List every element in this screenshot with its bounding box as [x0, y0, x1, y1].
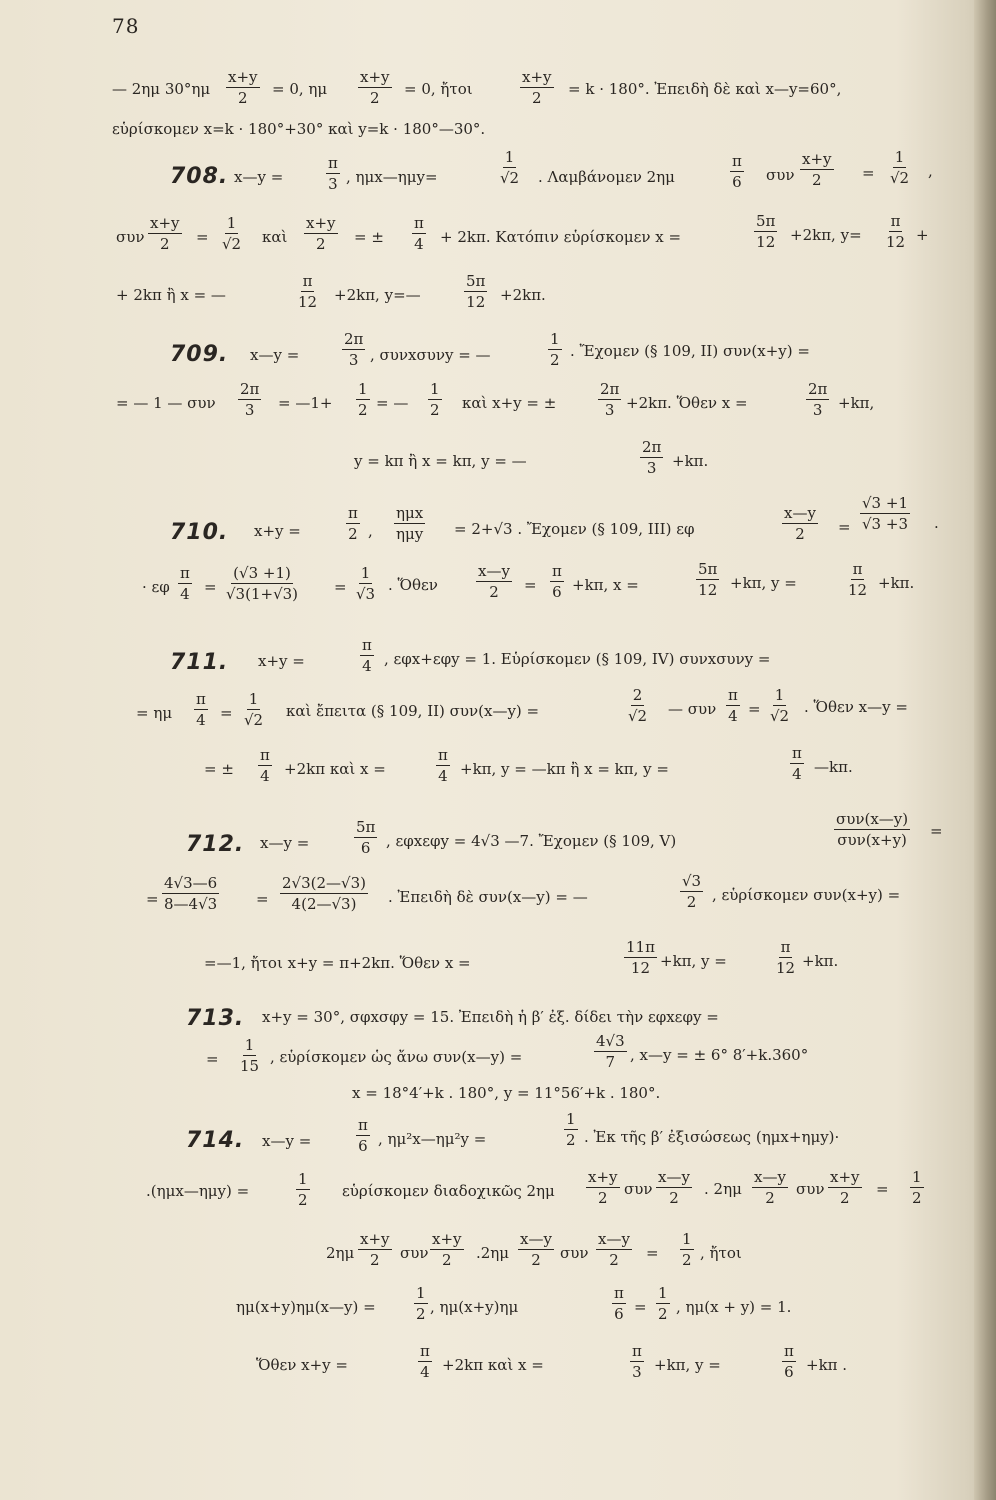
fraction: 1 2	[658, 1284, 668, 1323]
fraction: 1 2	[566, 1110, 576, 1149]
fraction: x—y 2	[598, 1230, 630, 1269]
text-segment: = —	[376, 394, 409, 412]
text-segment: , ημ²x—ημ²y =	[378, 1130, 487, 1148]
fraction: 5π 12	[756, 212, 776, 251]
text-segment: Ὅθεν x+y =	[256, 1356, 348, 1374]
fraction: x+y 2	[360, 68, 390, 107]
text-segment: , συνxσυνy = —	[370, 346, 491, 364]
text-segment: x+y = 30°, σφxσφy = 15. Ἐπειδὴ ἡ β′ ἐξ. δίδει τὴν εφxεφy =	[262, 1008, 719, 1026]
text-segment: .(ημx—ημy) =	[146, 1182, 250, 1200]
text-segment: συν	[796, 1180, 825, 1198]
text-segment: , ημ(x + y) = 1.	[676, 1298, 792, 1316]
text-segment: =	[646, 1244, 659, 1262]
fraction: x+y 2	[802, 150, 832, 189]
text-segment: , ημx—ημy=	[346, 168, 438, 186]
text-segment: . Ὅθεν x—y =	[804, 698, 908, 716]
fraction: x+y 2	[150, 214, 180, 253]
fraction: 1 15	[240, 1036, 260, 1075]
text-segment: x+y =	[254, 522, 301, 540]
text-segment: =	[196, 228, 209, 246]
text-segment: =	[206, 1050, 219, 1068]
fraction: π 6	[614, 1284, 624, 1323]
text-segment: . 2ημ	[704, 1180, 742, 1198]
text-segment: ,	[368, 522, 373, 540]
text-segment: , εὑρίσκομεν συν(x+y) =	[712, 886, 901, 904]
text-segment: συν	[624, 1180, 653, 1198]
fraction: π 6	[552, 562, 562, 601]
text-segment: = ±	[354, 228, 384, 246]
text-segment: · εφ	[142, 578, 170, 596]
text-segment: y = kπ ἢ x = kπ, y = —	[354, 452, 527, 470]
fraction: x—y 2	[658, 1168, 690, 1207]
text-segment: + 2kπ ἢ x = —	[116, 286, 226, 304]
text-segment: , ἤτοι	[700, 1244, 742, 1262]
text-segment: , εφxεφy = 4√3 —7. Ἔχομεν (§ 109, V)	[386, 832, 677, 850]
text-segment: x—y =	[260, 834, 310, 852]
fraction: π 4	[728, 686, 738, 725]
text-segment: +kπ .	[806, 1356, 848, 1374]
text-segment: συν	[766, 166, 795, 184]
fraction: 2π 3	[642, 438, 662, 477]
text-segment: +kπ.	[878, 574, 915, 592]
text-segment: = ημ	[136, 704, 173, 722]
fraction: π 4	[180, 564, 190, 603]
fraction: 1 2	[358, 380, 368, 419]
text-segment: , εφx+εφy = 1. Εὑρίσκομεν (§ 109, IV) συνxσυνy =	[384, 650, 771, 668]
fraction: π 6	[784, 1342, 794, 1381]
text-segment: καὶ	[262, 228, 288, 246]
fraction: 2π 3	[600, 380, 620, 419]
fraction: π 4	[792, 744, 802, 783]
fraction: π 12	[848, 560, 868, 599]
text-segment: ημ(x+y)ημ(x—y) =	[236, 1298, 376, 1316]
text-segment: , ημ(x+y)ημ	[430, 1298, 519, 1316]
problem-number: 710.	[170, 520, 229, 545]
problem-number: 712.	[186, 832, 245, 857]
text-segment: x+y =	[258, 652, 305, 670]
fraction: x+y 2	[360, 1230, 390, 1269]
text-segment: =	[524, 576, 537, 594]
fraction: x+y 2	[228, 68, 258, 107]
fraction: 4√3—6 8—4√3	[164, 874, 218, 913]
text-segment: +2kπ καὶ x =	[284, 760, 386, 778]
text-segment: =	[862, 164, 875, 182]
text-segment: x—y =	[250, 346, 300, 364]
text-segment: —kπ.	[814, 758, 853, 776]
text-segment: =	[930, 822, 943, 840]
fraction: 4√3 7	[596, 1032, 625, 1071]
text-segment: =	[220, 704, 233, 722]
fraction: π 6	[732, 152, 742, 191]
fraction: π 12	[298, 272, 318, 311]
text-segment: καὶ ἔπειτα (§ 109, II) συν(x—y) =	[286, 702, 540, 720]
text-segment: +kπ, y =	[654, 1356, 721, 1374]
problem-number: 708.	[170, 164, 229, 189]
fraction: x—y 2	[520, 1230, 552, 1269]
text-segment: +2kπ καὶ x =	[442, 1356, 544, 1374]
fraction: 1 √2	[890, 148, 910, 187]
text-segment: =—1, ἤτοι x+y = π+2kπ. Ὅθεν x =	[204, 954, 471, 972]
text-segment: + 2kπ. Κατόπιν εὑρίσκομεν x =	[440, 228, 682, 246]
text-segment: =	[634, 1298, 647, 1316]
text-segment: συν	[116, 228, 145, 246]
text-segment: . Λαμβάνομεν 2ημ	[538, 168, 675, 186]
text-segment: +kπ,	[838, 394, 875, 412]
text-segment: . Ἐκ τῆς β′ ἐξισώσεως (ημx+ημy)·	[584, 1128, 840, 1146]
fraction: x+y 2	[588, 1168, 618, 1207]
fraction: x+y 2	[522, 68, 552, 107]
fraction: 5π 12	[466, 272, 486, 311]
text-segment: +2kπ, y=	[790, 226, 862, 244]
fraction: π 4	[362, 636, 372, 675]
problem-number: 709.	[170, 342, 229, 367]
fraction: 11π 12	[626, 938, 655, 977]
fraction: 2π 3	[808, 380, 828, 419]
fraction: συν(x—y) συν(x+y)	[836, 810, 909, 849]
text-segment: +2kπ, y=—	[334, 286, 421, 304]
fraction: 2π 3	[240, 380, 260, 419]
fraction: 1 √2	[500, 148, 520, 187]
text-segment: +2kπ. Ὅθεν x =	[626, 394, 748, 412]
text-segment: . Ἐπειδὴ δὲ συν(x—y) = —	[388, 888, 588, 906]
problem-number: 714.	[186, 1128, 245, 1153]
fraction: x+y 2	[306, 214, 336, 253]
text-segment: =	[334, 578, 347, 596]
fraction: 1 2	[682, 1230, 692, 1269]
text-segment: . Ὅθεν	[388, 576, 438, 594]
text-segment: =	[748, 700, 761, 718]
book-spine-shadow	[974, 0, 996, 1500]
fraction: π 3	[632, 1342, 642, 1381]
fraction: 2 √2	[628, 686, 648, 725]
text-segment: συν	[560, 1244, 589, 1262]
text-segment: x—y =	[262, 1132, 312, 1150]
text-segment: = —1+	[278, 394, 333, 412]
fraction: x+y 2	[432, 1230, 462, 1269]
fraction: π 3	[328, 154, 338, 193]
fraction: π 12	[776, 938, 796, 977]
text-segment: +kπ.	[672, 452, 709, 470]
text-segment: . Ἔχομεν (§ 109, II) συν(x+y) =	[570, 342, 810, 360]
text-segment: = 0, ημ	[272, 80, 328, 98]
text-segment: =	[876, 1180, 889, 1198]
fraction: π 4	[260, 746, 270, 785]
fraction: π 12	[886, 212, 906, 251]
fraction: 1 √2	[222, 214, 242, 253]
fraction: (√3 +1) √3(1+√3)	[226, 564, 299, 603]
text-segment: εὑρίσκομεν διαδοχικῶς 2ημ	[342, 1182, 555, 1200]
fraction: x—y 2	[754, 1168, 786, 1207]
text-segment: = k · 180°. Ἐπειδὴ δὲ καὶ x—y=60°,	[568, 80, 842, 98]
text-segment: 2ημ	[326, 1244, 355, 1262]
text-segment: .	[934, 514, 939, 532]
problem-number: 711.	[170, 650, 229, 675]
fraction: π 4	[438, 746, 448, 785]
text-segment: =	[204, 578, 217, 596]
text-segment: εὑρίσκομεν x=k · 180°+30° καὶ y=k · 180°—30°.	[112, 120, 486, 138]
text-segment: +2kπ.	[500, 286, 546, 304]
fraction: x—y 2	[478, 562, 510, 601]
text-segment: , x—y = ± 6° 8′+k.360°	[630, 1046, 809, 1064]
fraction: 1 2	[416, 1284, 426, 1323]
text-segment: +kπ.	[802, 952, 839, 970]
text-segment: .2ημ	[476, 1244, 510, 1262]
text-segment: = — 1 — συν	[116, 394, 216, 412]
text-segment: +kπ, y =	[730, 574, 797, 592]
text-segment: = ±	[204, 760, 234, 778]
text-segment: x = 18°4′+k . 180°, y = 11°56′+k . 180°.	[352, 1084, 661, 1102]
text-segment: = 2+√3 . Ἔχομεν (§ 109, III) εφ	[454, 520, 695, 538]
fraction: 1 √3	[356, 564, 376, 603]
fraction: x—y 2	[784, 504, 816, 543]
text-segment: — συν	[668, 700, 717, 718]
fraction: √3 2	[682, 872, 702, 911]
text-segment: =	[146, 890, 159, 908]
text-segment: — 2ημ 30°ημ	[112, 80, 211, 98]
fraction: π 2	[348, 504, 358, 543]
fraction: π 4	[420, 1342, 430, 1381]
fraction: 5π 12	[698, 560, 718, 599]
fraction: π 4	[414, 214, 424, 253]
text-segment: +kπ, y = —kπ ἢ x = kπ, y =	[460, 760, 669, 778]
fraction: 1 2	[550, 330, 560, 369]
text-segment: +	[916, 226, 929, 244]
fraction: √3 +1 √3 +3	[862, 494, 908, 533]
fraction: π 4	[196, 690, 206, 729]
fraction: 5π 6	[356, 818, 376, 857]
problem-number: 713.	[186, 1006, 245, 1031]
page-number: 78	[112, 14, 140, 38]
text-segment: +kπ, y =	[660, 952, 727, 970]
fraction: 1 √2	[770, 686, 790, 725]
fraction: 1 √2	[244, 690, 264, 729]
fraction: 2√3(2—√3) 4(2—√3)	[282, 874, 366, 913]
fraction: π 6	[358, 1116, 368, 1155]
text-segment: καὶ x+y = ±	[462, 394, 557, 412]
text-segment: =	[256, 890, 269, 908]
text-segment: ,	[928, 162, 933, 180]
text-segment: =	[838, 518, 851, 536]
text-segment: x—y =	[234, 168, 284, 186]
text-segment: , εὑρίσκομεν ὡς ἄνω συν(x—y) =	[270, 1048, 523, 1066]
text-segment: συν	[400, 1244, 429, 1262]
fraction: x+y 2	[830, 1168, 860, 1207]
fraction: 1 2	[430, 380, 440, 419]
fraction: 1 2	[298, 1170, 308, 1209]
fraction: 1 2	[912, 1168, 922, 1207]
fraction: 2π 3	[344, 330, 364, 369]
fraction: ημx ημy	[395, 504, 424, 543]
text-segment: +kπ, x =	[572, 576, 639, 594]
text-segment: = 0, ἤτοι	[404, 80, 473, 98]
